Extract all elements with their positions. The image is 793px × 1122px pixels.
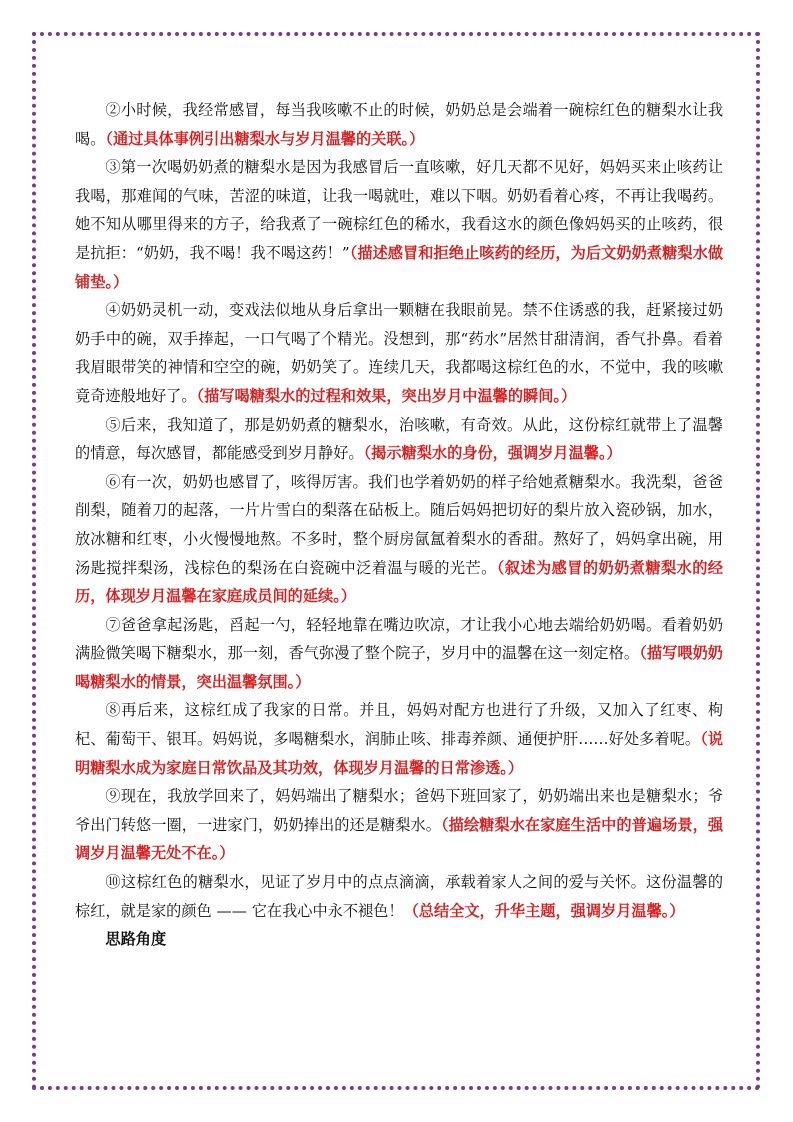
annotation: （叙述为感冒的奶奶煮糖梨水的经历，体现岁月温馨在家庭成员间的延续。） (75, 558, 723, 606)
section-heading: 思路角度 (105, 930, 167, 949)
annotation: （描述感冒和拒绝止咳药的经历，为后文奶奶煮糖梨水做铺垫。） (75, 243, 724, 291)
paragraph-3 (75, 153, 723, 296)
paragraph-9 (75, 782, 723, 868)
paragraph-5 (75, 411, 723, 468)
paragraph-10 (75, 868, 723, 925)
paragraph-text: ⑦爸爸拿起汤匙，舀起一勺，轻轻地靠在嘴边吹凉，才让我小心地去端给奶奶喝。看着奶奶满脸微笑喝下糖梨水，那一刻，香气弥漫了整个院子，岁月中的温馨在这一刻定格。 (75, 615, 723, 663)
paragraph-6 (75, 468, 723, 611)
paragraph-text: ⑥有一次，奶奶也感冒了，咳得厉害。我们也学着奶奶的样子给她煮糖梨水。我洗梨，爸爸削梨，随着刀的起落，一片片雪白的梨落在砧板上。随后妈妈把切好的梨片放入瓷砂锅，加水，放冰糖和红枣，小火慢慢地熬。不多时，整个厨房氤氲着梨水的香甜。熬好了，妈妈拿出碗，用汤匙搅拌梨汤，浅棕色的梨汤在白瓷碗中泛着温与暖的光芒。 (75, 472, 723, 577)
paragraph-text: ⑨现在，我放学回来了，妈妈端出了糖梨水；爸妈下班回家了，奶奶端出来也是糖梨水；爷爷出门转悠一圈，一进家门，奶奶捧出的还是糖梨水。 (75, 787, 723, 834)
annotation: （通过具体事例引出糖梨水与岁月温馨的关联。） (105, 129, 425, 148)
paragraph-2 (75, 96, 723, 153)
paragraph-7 (75, 611, 723, 697)
annotation: （描写喂奶奶喝糖梨水的情景，突出温馨氛围。） (75, 644, 723, 691)
paragraph-text: ③第一次喝奶奶煮的糖梨水是因为我感冒后一直咳嗽，好几天都不见好，妈妈买来止咳药让我喝，那难闻的气味，苦涩的味道，让我一喝就吐，难以下咽。奶奶看着心疼，不再让我喝药。她不知从哪里得来的方子，给我煮了一碗棕红色的稀水，我看这水的颜色像妈妈买的止咳药，很是抗拒：“奶奶，我不喝！我不喝这药！” (75, 158, 723, 262)
annotation: （揭示糖梨水的身份，强调岁月温馨。） (363, 444, 622, 463)
paragraph-4 (75, 296, 723, 410)
paragraph-8 (75, 696, 723, 782)
paragraph-text: ⑤后来，我知道了，那是奶奶煮的糖梨水，治咳嗽，有奇效。从此，这份棕红就带上了温馨的情意，每次感冒，都能感受到岁月静好。 (75, 415, 723, 463)
paragraph-text: ②小时候，我经常感冒，每当我咳嗽不止的时候，奶奶总是会端着一碗棕红色的糖梨水让我喝。 (75, 101, 723, 148)
annotation: （总结全文，升华主题，强调岁月温馨。） (403, 901, 685, 920)
document-body (75, 96, 723, 954)
paragraph-text: ④奶奶灵机一动，变戏法似地从身后拿出一颗糖在我眼前晃。禁不住诱惑的我，赶紧接过奶奶手中的碗，双手捧起，一口气喝了个精光。没想到，那“药水”居然甘甜清润，香气扑鼻。看着我眉眼带笑的神情和空空的碗，奶奶笑了。连续几天，我都喝这棕红色的水，不觉中，我的咳嗽竟奇迹般地好了。 (75, 301, 723, 405)
paragraph-text: ⑧再后来，这棕红成了我家的日常。并且，妈妈对配方也进行了升级，又加入了红枣、枸杞、葡萄干、银耳。妈妈说，多喝糖梨水，润肺止咳、排毒养颜、通便护肝……好处多着呢。 (75, 701, 723, 749)
paragraph-text: ⑩这棕红色的糖梨水，见证了岁月中的点点滴滴，承载着家人之间的爱与关怀。这份温馨的棕红，就是家的颜色 —— 它在我心中永不褪色！ (75, 873, 723, 920)
annotation: （说明糖梨水成为家庭日常饮品及其功效，体现岁月温馨的日常渗透。） (75, 730, 724, 777)
annotation: （描绘糖梨水在家庭生活中的普遍场景，强调岁月温馨无处不在。） (75, 815, 724, 863)
annotation: （描写喝糖梨水的过程和效果，突出岁月中温馨的瞬间。） (196, 386, 577, 405)
